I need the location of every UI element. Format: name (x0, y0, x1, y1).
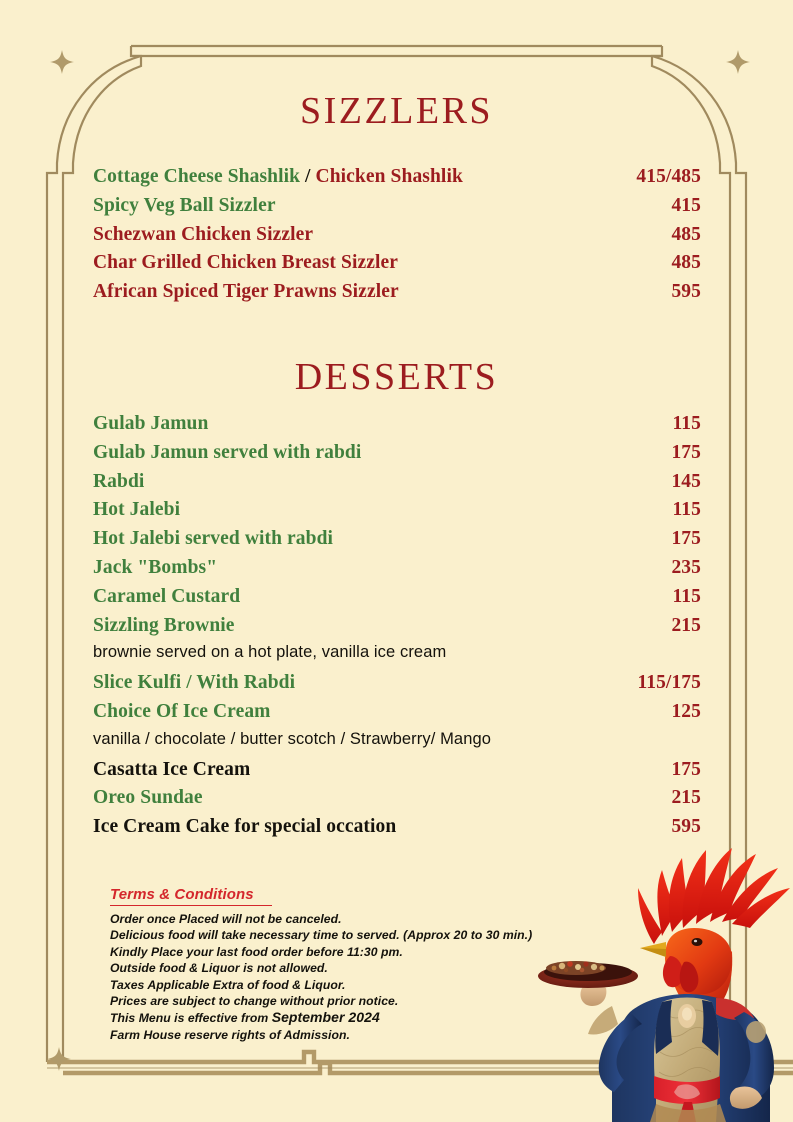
waiter-brooch (678, 1004, 696, 1028)
menu-row[interactable] (93, 557, 701, 586)
terms-line-effective-date (110, 1009, 580, 1026)
rooster-comb (638, 848, 790, 944)
coat-lapel-right (702, 1000, 719, 1056)
menu-row[interactable] (93, 281, 701, 310)
item-description: brownie served on a hot plate, vanilla ice cream (93, 643, 447, 662)
rooster-wattle-right (680, 962, 699, 993)
menu-row[interactable] (93, 166, 701, 195)
menu-list-desserts (93, 413, 701, 845)
rooster-wattle-left (663, 956, 683, 987)
menu-row[interactable] (93, 672, 701, 701)
sash-knot (674, 1084, 700, 1099)
terms-line: Order once Placed will not be canceled. (110, 912, 342, 926)
item-name: Slice Kulfi / With Rabdi (93, 672, 296, 694)
terms-line: Taxes Applicable Extra of food & Liquor. (110, 977, 346, 992)
terms-effective-date: September 2024 (271, 1009, 380, 1026)
item-price: 595 (671, 816, 701, 838)
menu-row[interactable] (93, 759, 701, 788)
item-price: 175 (671, 758, 701, 780)
menu-row[interactable] (93, 615, 701, 644)
section-title-sizzlers: SIZZLERS (299, 90, 494, 132)
item-price: 125 (671, 700, 701, 722)
terms-line: Farm House reserve rights of Admission. (110, 1027, 350, 1042)
item-price: 115 (672, 499, 701, 521)
waiter-skirt (650, 1104, 726, 1122)
menu-row[interactable] (93, 413, 701, 442)
item-description-row (93, 730, 701, 759)
terms-line-text: This Menu is effective from (110, 1011, 272, 1026)
rooster-head (665, 928, 732, 995)
item-price: 215 (671, 614, 701, 636)
item-price: 145 (671, 470, 701, 492)
item-name: Spicy Veg Ball Sizzler (93, 194, 276, 216)
menu-row[interactable] (93, 586, 701, 615)
coat-shoulder-patch (746, 1021, 766, 1043)
terms-line: Kindly Place your last food order before 11:30 pm. (110, 944, 403, 959)
item-price: 485 (671, 252, 701, 274)
item-description-row (93, 643, 701, 672)
waiter-left-arm (599, 1014, 642, 1092)
waiter-right-arm (734, 1012, 774, 1102)
item-price: 485 (671, 223, 701, 245)
coat-lapel-left (655, 1000, 672, 1054)
item-name: Ice Cream Cake for special occation (93, 816, 397, 838)
rooster-eye (692, 938, 703, 946)
item-price: 415/485 (636, 166, 701, 187)
item-price: 595 (671, 281, 701, 303)
item-price: 175 (671, 441, 701, 463)
item-name (93, 166, 463, 188)
menu-row[interactable] (93, 528, 701, 557)
menu-row[interactable] (93, 787, 701, 816)
rooster-beak (640, 942, 666, 957)
item-name: Oreo Sundae (93, 787, 203, 809)
terms-title: Terms & Conditions (110, 886, 272, 906)
menu-row[interactable] (93, 701, 701, 730)
item-name: Jack "Bombs" (93, 556, 218, 578)
menu-row[interactable] (93, 816, 701, 845)
waiter-sash (654, 1076, 720, 1104)
coat-cuff-left (588, 1006, 618, 1035)
item-name: Hot Jalebi (93, 499, 181, 521)
item-price: 415 (671, 194, 701, 216)
item-price: 235 (671, 556, 701, 578)
menu-list-sizzlers (93, 166, 701, 310)
rooster-beak-lower (640, 948, 666, 957)
sash-tail (678, 1102, 696, 1122)
menu-row[interactable] (93, 252, 701, 281)
item-name: Schezwan Chicken Sizzler (93, 223, 314, 245)
vest-brocade-pattern (659, 1010, 712, 1077)
section-title-desserts: DESSERTS (294, 356, 499, 398)
item-name: Rabdi (93, 470, 145, 492)
item-price: 115/175 (637, 672, 701, 694)
menu-row[interactable] (93, 195, 701, 224)
item-description: vanilla / chocolate / butter scotch / Strawberry/ Mango (93, 729, 492, 748)
terms-line: Prices are subject to change without prior notice. (110, 994, 399, 1009)
item-name: Caramel Custard (93, 585, 241, 607)
item-name-separator: / (300, 166, 316, 187)
item-name: Char Grilled Chicken Breast Sizzler (93, 252, 398, 274)
item-price: 215 (671, 787, 701, 809)
menu-row[interactable] (93, 471, 701, 500)
waiter-left-hand (580, 984, 606, 1007)
rooster-neck (668, 940, 732, 1016)
item-name: African Spiced Tiger Prawns Sizzler (93, 281, 399, 303)
terms-and-conditions (110, 886, 580, 1043)
menu-row[interactable] (93, 224, 701, 253)
waiter-vest (654, 998, 720, 1122)
menu-row[interactable] (93, 442, 701, 471)
waiter-coat (612, 994, 770, 1122)
item-price: 115 (672, 585, 701, 607)
item-name: Choice Of Ice Cream (93, 700, 271, 722)
item-name: Gulab Jamun served with rabdi (93, 441, 362, 463)
item-name: Hot Jalebi served with rabdi (93, 528, 334, 550)
item-name-part1: Cottage Cheese Shashlik (93, 166, 301, 187)
item-name-part2: Chicken Shashlik (315, 166, 463, 187)
menu-row[interactable] (93, 499, 701, 528)
terms-line: Delicious food will take necessary time to served. (Approx 20 to 30 min.) (110, 928, 533, 943)
item-name: Gulab Jamun (93, 413, 209, 434)
terms-line: Outside food & Liquor is not allowed. (110, 961, 328, 976)
item-price: 175 (671, 528, 701, 550)
rooster-eye-highlight (694, 940, 697, 943)
item-name: Casatta Ice Cream (93, 758, 251, 780)
item-price: 115 (672, 413, 701, 434)
item-name: Sizzling Brownie (93, 614, 235, 636)
coat-epaulette (716, 998, 754, 1020)
waiter-right-hand (730, 1086, 762, 1108)
waiter-brooch-center (682, 1008, 692, 1021)
